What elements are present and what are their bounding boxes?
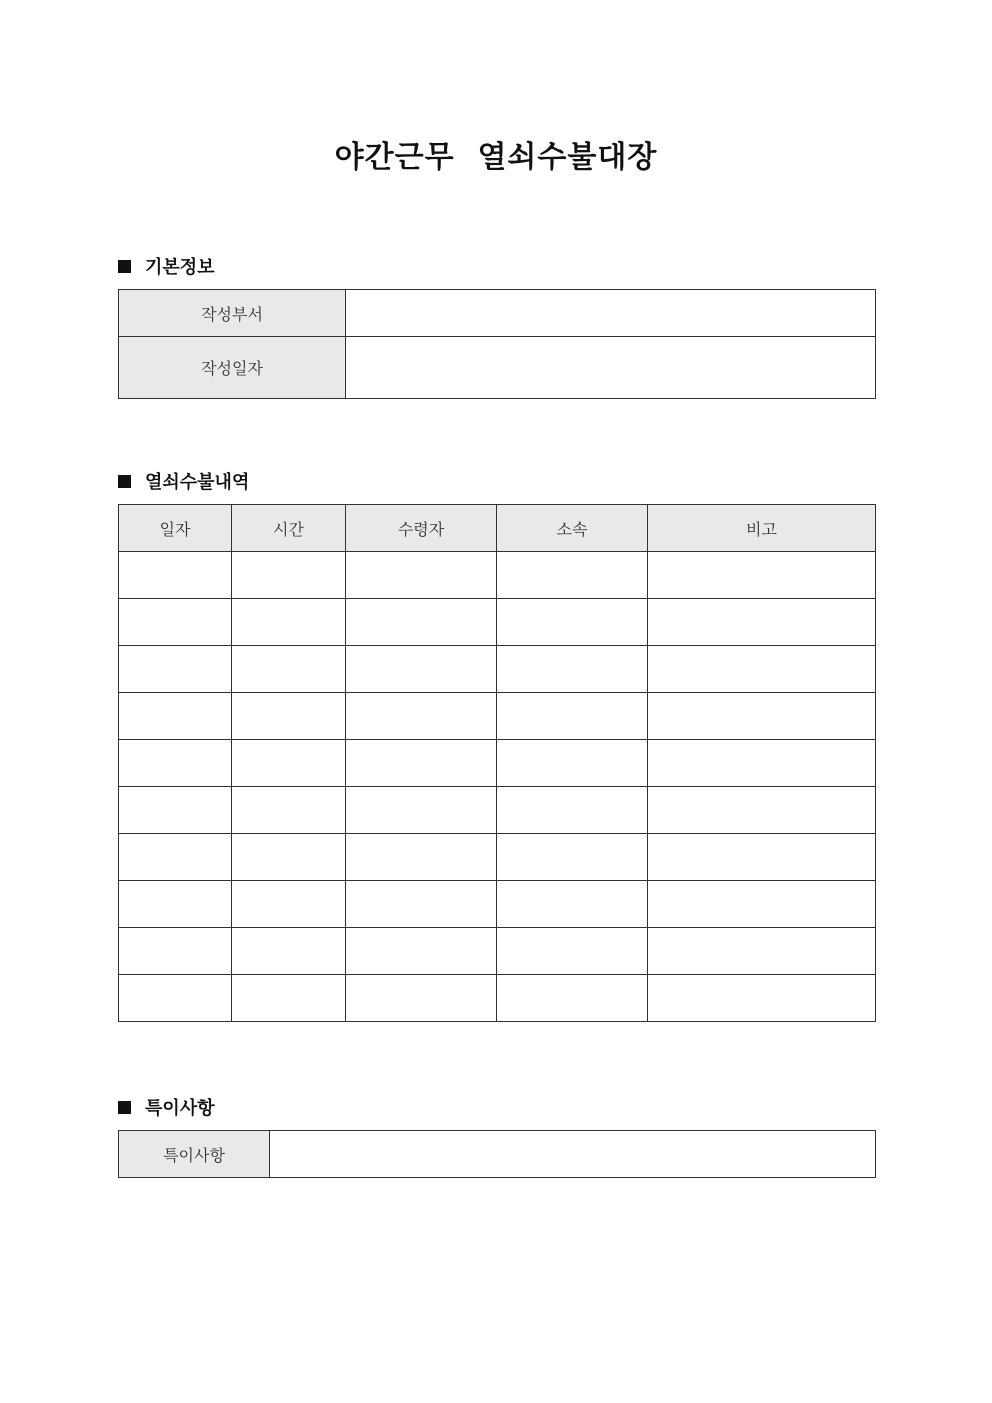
- cell-notes[interactable]: [648, 740, 876, 787]
- table-row: [119, 740, 876, 787]
- cell-notes[interactable]: [648, 646, 876, 693]
- cell-affiliation[interactable]: [497, 693, 648, 740]
- cell-notes[interactable]: [648, 881, 876, 928]
- basic-info-table: [118, 289, 876, 399]
- table-row: [119, 337, 876, 399]
- cell-affiliation[interactable]: [497, 646, 648, 693]
- cell-recipient[interactable]: [346, 881, 497, 928]
- cell-date[interactable]: [119, 787, 232, 834]
- cell-time[interactable]: [232, 599, 346, 646]
- cell-recipient[interactable]: [346, 552, 497, 599]
- cell-notes[interactable]: [648, 928, 876, 975]
- cell-time[interactable]: [232, 740, 346, 787]
- cell-notes[interactable]: [648, 552, 876, 599]
- cell-affiliation[interactable]: [497, 599, 648, 646]
- square-bullet-icon: [118, 475, 131, 488]
- cell-time[interactable]: [232, 787, 346, 834]
- cell-time[interactable]: [232, 646, 346, 693]
- department-field[interactable]: [346, 290, 876, 337]
- table-row: [119, 928, 876, 975]
- section-heading-label: 특이사항: [145, 1098, 215, 1119]
- cell-affiliation[interactable]: [497, 975, 648, 1022]
- section-heading-label: 열쇠수불내역: [145, 472, 250, 493]
- cell-notes[interactable]: [648, 599, 876, 646]
- cell-date[interactable]: [119, 881, 232, 928]
- cell-affiliation[interactable]: [497, 787, 648, 834]
- section-heading-basic-info: [118, 253, 215, 279]
- column-header-notes: 비고: [648, 505, 876, 552]
- cell-time[interactable]: [232, 552, 346, 599]
- cell-recipient[interactable]: [346, 928, 497, 975]
- cell-time[interactable]: [232, 928, 346, 975]
- cell-recipient[interactable]: [346, 646, 497, 693]
- cell-date[interactable]: [119, 834, 232, 881]
- cell-recipient[interactable]: [346, 599, 497, 646]
- ledger-header-row: [119, 505, 876, 552]
- cell-date[interactable]: [119, 928, 232, 975]
- cell-recipient[interactable]: [346, 787, 497, 834]
- remarks-table: [118, 1130, 876, 1178]
- section-heading-label: 기본정보: [145, 257, 215, 278]
- table-row: [119, 975, 876, 1022]
- cell-time[interactable]: [232, 693, 346, 740]
- cell-recipient[interactable]: [346, 740, 497, 787]
- column-header-time: 시간: [232, 505, 346, 552]
- cell-notes[interactable]: [648, 975, 876, 1022]
- cell-time[interactable]: [232, 834, 346, 881]
- cell-affiliation[interactable]: [497, 740, 648, 787]
- cell-date[interactable]: [119, 693, 232, 740]
- page-title: 야간근무 열쇠수불대장: [334, 140, 658, 175]
- table-row: [119, 646, 876, 693]
- square-bullet-icon: [118, 260, 131, 273]
- column-header-date: 일자: [119, 505, 232, 552]
- section-heading-remarks: [118, 1094, 215, 1120]
- table-row: [119, 290, 876, 337]
- remarks-label: 특이사항: [119, 1131, 270, 1178]
- date-label: 작성일자: [119, 337, 346, 399]
- table-row: [119, 787, 876, 834]
- remarks-field[interactable]: [270, 1131, 876, 1178]
- cell-notes[interactable]: [648, 787, 876, 834]
- column-header-recipient: 수령자: [346, 505, 497, 552]
- cell-date[interactable]: [119, 975, 232, 1022]
- cell-date[interactable]: [119, 646, 232, 693]
- table-row: [119, 834, 876, 881]
- cell-affiliation[interactable]: [497, 552, 648, 599]
- cell-affiliation[interactable]: [497, 881, 648, 928]
- cell-affiliation[interactable]: [497, 834, 648, 881]
- table-row: [119, 599, 876, 646]
- cell-notes[interactable]: [648, 834, 876, 881]
- cell-affiliation[interactable]: [497, 928, 648, 975]
- cell-date[interactable]: [119, 552, 232, 599]
- cell-time[interactable]: [232, 881, 346, 928]
- square-bullet-icon: [118, 1101, 131, 1114]
- table-row: [119, 881, 876, 928]
- cell-recipient[interactable]: [346, 975, 497, 1022]
- cell-recipient[interactable]: [346, 834, 497, 881]
- date-field[interactable]: [346, 337, 876, 399]
- department-label: 작성부서: [119, 290, 346, 337]
- column-header-affiliation: 소속: [497, 505, 648, 552]
- cell-recipient[interactable]: [346, 693, 497, 740]
- table-row: [119, 552, 876, 599]
- cell-notes[interactable]: [648, 693, 876, 740]
- cell-time[interactable]: [232, 975, 346, 1022]
- table-row: [119, 1131, 876, 1178]
- cell-date[interactable]: [119, 599, 232, 646]
- cell-date[interactable]: [119, 740, 232, 787]
- section-heading-ledger: [118, 468, 249, 494]
- ledger-table: [118, 504, 876, 1022]
- table-row: [119, 693, 876, 740]
